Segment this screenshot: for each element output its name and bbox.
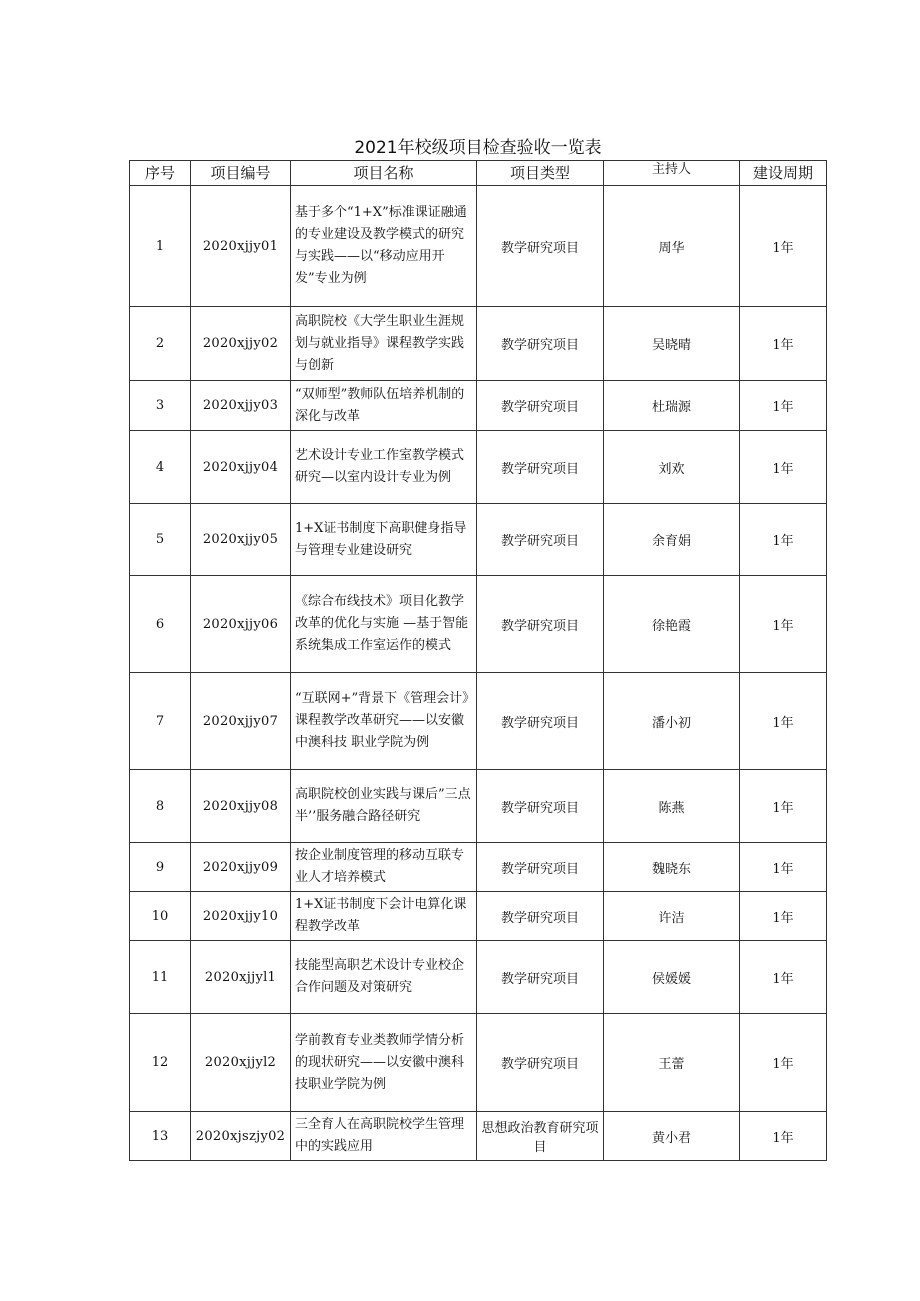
table-row	[130, 431, 827, 504]
table-row	[130, 186, 827, 307]
cell-host: 周华	[604, 186, 740, 307]
cell-type: 教学研究项目	[477, 307, 604, 381]
table-row	[130, 504, 827, 576]
cell-name: “互联网+”背景下《管理会计》课程教学改革研究——以安徽中澳科技 职业学院为例	[291, 673, 477, 770]
cell-host: 黄小君	[604, 1112, 740, 1161]
cell-name: “双师型”教师队伍培养机制的深化与改革	[291, 381, 477, 431]
cell-seq: 13	[130, 1112, 191, 1161]
table-row	[130, 381, 827, 431]
cell-name: 高职院校《大学生职业生涯规划与就业指导》课程教学实践与创新	[291, 307, 477, 381]
cell-type: 教学研究项目	[477, 431, 604, 504]
cell-name: 艺术设计专业工作室教学模式研究—以室内设计专业为例	[291, 431, 477, 504]
table-row	[130, 673, 827, 770]
cell-name: 基于多个“1+X”标准课证融通的专业建设及教学模式的研究与实践——以“移动应用开发”专业为例	[291, 186, 477, 307]
cell-name: 1+X证书制度下会计电算化课程教学改革	[291, 892, 477, 941]
cell-period: 1年	[740, 504, 827, 576]
cell-seq: 7	[130, 673, 191, 770]
cell-seq: 12	[130, 1014, 191, 1112]
cell-name: 技能型高职艺术设计专业校企合作问题及对策研究	[291, 941, 477, 1014]
cell-period: 1年	[740, 186, 827, 307]
cell-host: 徐艳霞	[604, 576, 740, 673]
table-row	[130, 770, 827, 843]
cell-code: 2020xjjy05	[191, 504, 291, 576]
cell-period: 1年	[740, 1112, 827, 1161]
table-row	[130, 941, 827, 1014]
cell-period: 1年	[740, 307, 827, 381]
cell-period: 1年	[740, 892, 827, 941]
cell-seq: 5	[130, 504, 191, 576]
cell-code: 2020xjjy07	[191, 673, 291, 770]
table-row	[130, 1112, 827, 1161]
cell-name: 高职院校创业实践与课后”三点半’’服务融合路径研究	[291, 770, 477, 843]
cell-code: 2020xjjy08	[191, 770, 291, 843]
header-seq: 序号	[130, 161, 191, 186]
cell-type: 教学研究项目	[477, 941, 604, 1014]
page-title: 2021年校级项目检查验收一览表	[354, 138, 602, 158]
cell-period: 1年	[740, 1014, 827, 1112]
cell-host: 刘欢	[604, 431, 740, 504]
cell-code: 2020xjjyl2	[191, 1014, 291, 1112]
header-name: 项目名称	[291, 161, 477, 186]
cell-seq: 10	[130, 892, 191, 941]
cell-seq: 11	[130, 941, 191, 1014]
cell-seq: 8	[130, 770, 191, 843]
cell-type: 教学研究项目	[477, 1014, 604, 1112]
table-row	[130, 1014, 827, 1112]
cell-host: 陈燕	[604, 770, 740, 843]
cell-code: 2020xjjyl1	[191, 941, 291, 1014]
cell-host: 侯媛媛	[604, 941, 740, 1014]
cell-host: 吴晓晴	[604, 307, 740, 381]
header-type: 项目类型	[477, 161, 604, 186]
cell-period: 1年	[740, 381, 827, 431]
cell-code: 2020xjjy04	[191, 431, 291, 504]
cell-seq: 6	[130, 576, 191, 673]
cell-host: 魏晓东	[604, 843, 740, 892]
cell-code: 2020xjjy03	[191, 381, 291, 431]
cell-name: 按企业制度管理的移动互联专业人才培养模式	[291, 843, 477, 892]
cell-seq: 4	[130, 431, 191, 504]
cell-code: 2020xjjy09	[191, 843, 291, 892]
cell-host: 余育娟	[604, 504, 740, 576]
cell-code: 2020xjjy01	[191, 186, 291, 307]
cell-type: 教学研究项目	[477, 186, 604, 307]
cell-type: 教学研究项目	[477, 381, 604, 431]
cell-seq: 2	[130, 307, 191, 381]
cell-host: 王蕾	[604, 1014, 740, 1112]
cell-seq: 3	[130, 381, 191, 431]
cell-code: 2020xjjy02	[191, 307, 291, 381]
table-row	[130, 892, 827, 941]
cell-name: 学前教育专业类教师学情分析的现状研究——以安徽中澳科技职业学院为例	[291, 1014, 477, 1112]
project-table	[129, 160, 827, 1161]
cell-name: 《综合布线技术》项目化教学改革的优化与实施 —基于智能系统集成工作室运作的模式	[291, 576, 477, 673]
table-row	[130, 843, 827, 892]
cell-code: 2020xjjy06	[191, 576, 291, 673]
cell-type: 教学研究项目	[477, 843, 604, 892]
table-row	[130, 576, 827, 673]
cell-name: 1+X证书制度下高职健身指导与管理专业建设研究	[291, 504, 477, 576]
cell-seq: 9	[130, 843, 191, 892]
cell-host: 潘小初	[604, 673, 740, 770]
cell-period: 1年	[740, 431, 827, 504]
header-period: 建设周期	[740, 161, 827, 186]
cell-name: 三全育人在高职院校学生管理中的实践应用	[291, 1112, 477, 1161]
header-row	[130, 161, 827, 186]
cell-period: 1年	[740, 673, 827, 770]
cell-period: 1年	[740, 770, 827, 843]
cell-seq: 1	[130, 186, 191, 307]
cell-type: 教学研究项目	[477, 576, 604, 673]
cell-period: 1年	[740, 576, 827, 673]
cell-period: 1年	[740, 843, 827, 892]
cell-code: 2020xjszjy02	[191, 1112, 291, 1161]
cell-host: 杜瑞源	[604, 381, 740, 431]
header-code: 项目编号	[191, 161, 291, 186]
cell-type: 教学研究项目	[477, 770, 604, 843]
cell-code: 2020xjjy10	[191, 892, 291, 941]
cell-type: 教学研究项目	[477, 892, 604, 941]
table-row	[130, 307, 827, 381]
cell-type: 教学研究项目	[477, 504, 604, 576]
cell-period: 1年	[740, 941, 827, 1014]
header-host: 主持人	[604, 161, 740, 186]
cell-type: 思想政治教育研究项目	[477, 1112, 604, 1161]
cell-host: 许洁	[604, 892, 740, 941]
cell-type: 教学研究项目	[477, 673, 604, 770]
